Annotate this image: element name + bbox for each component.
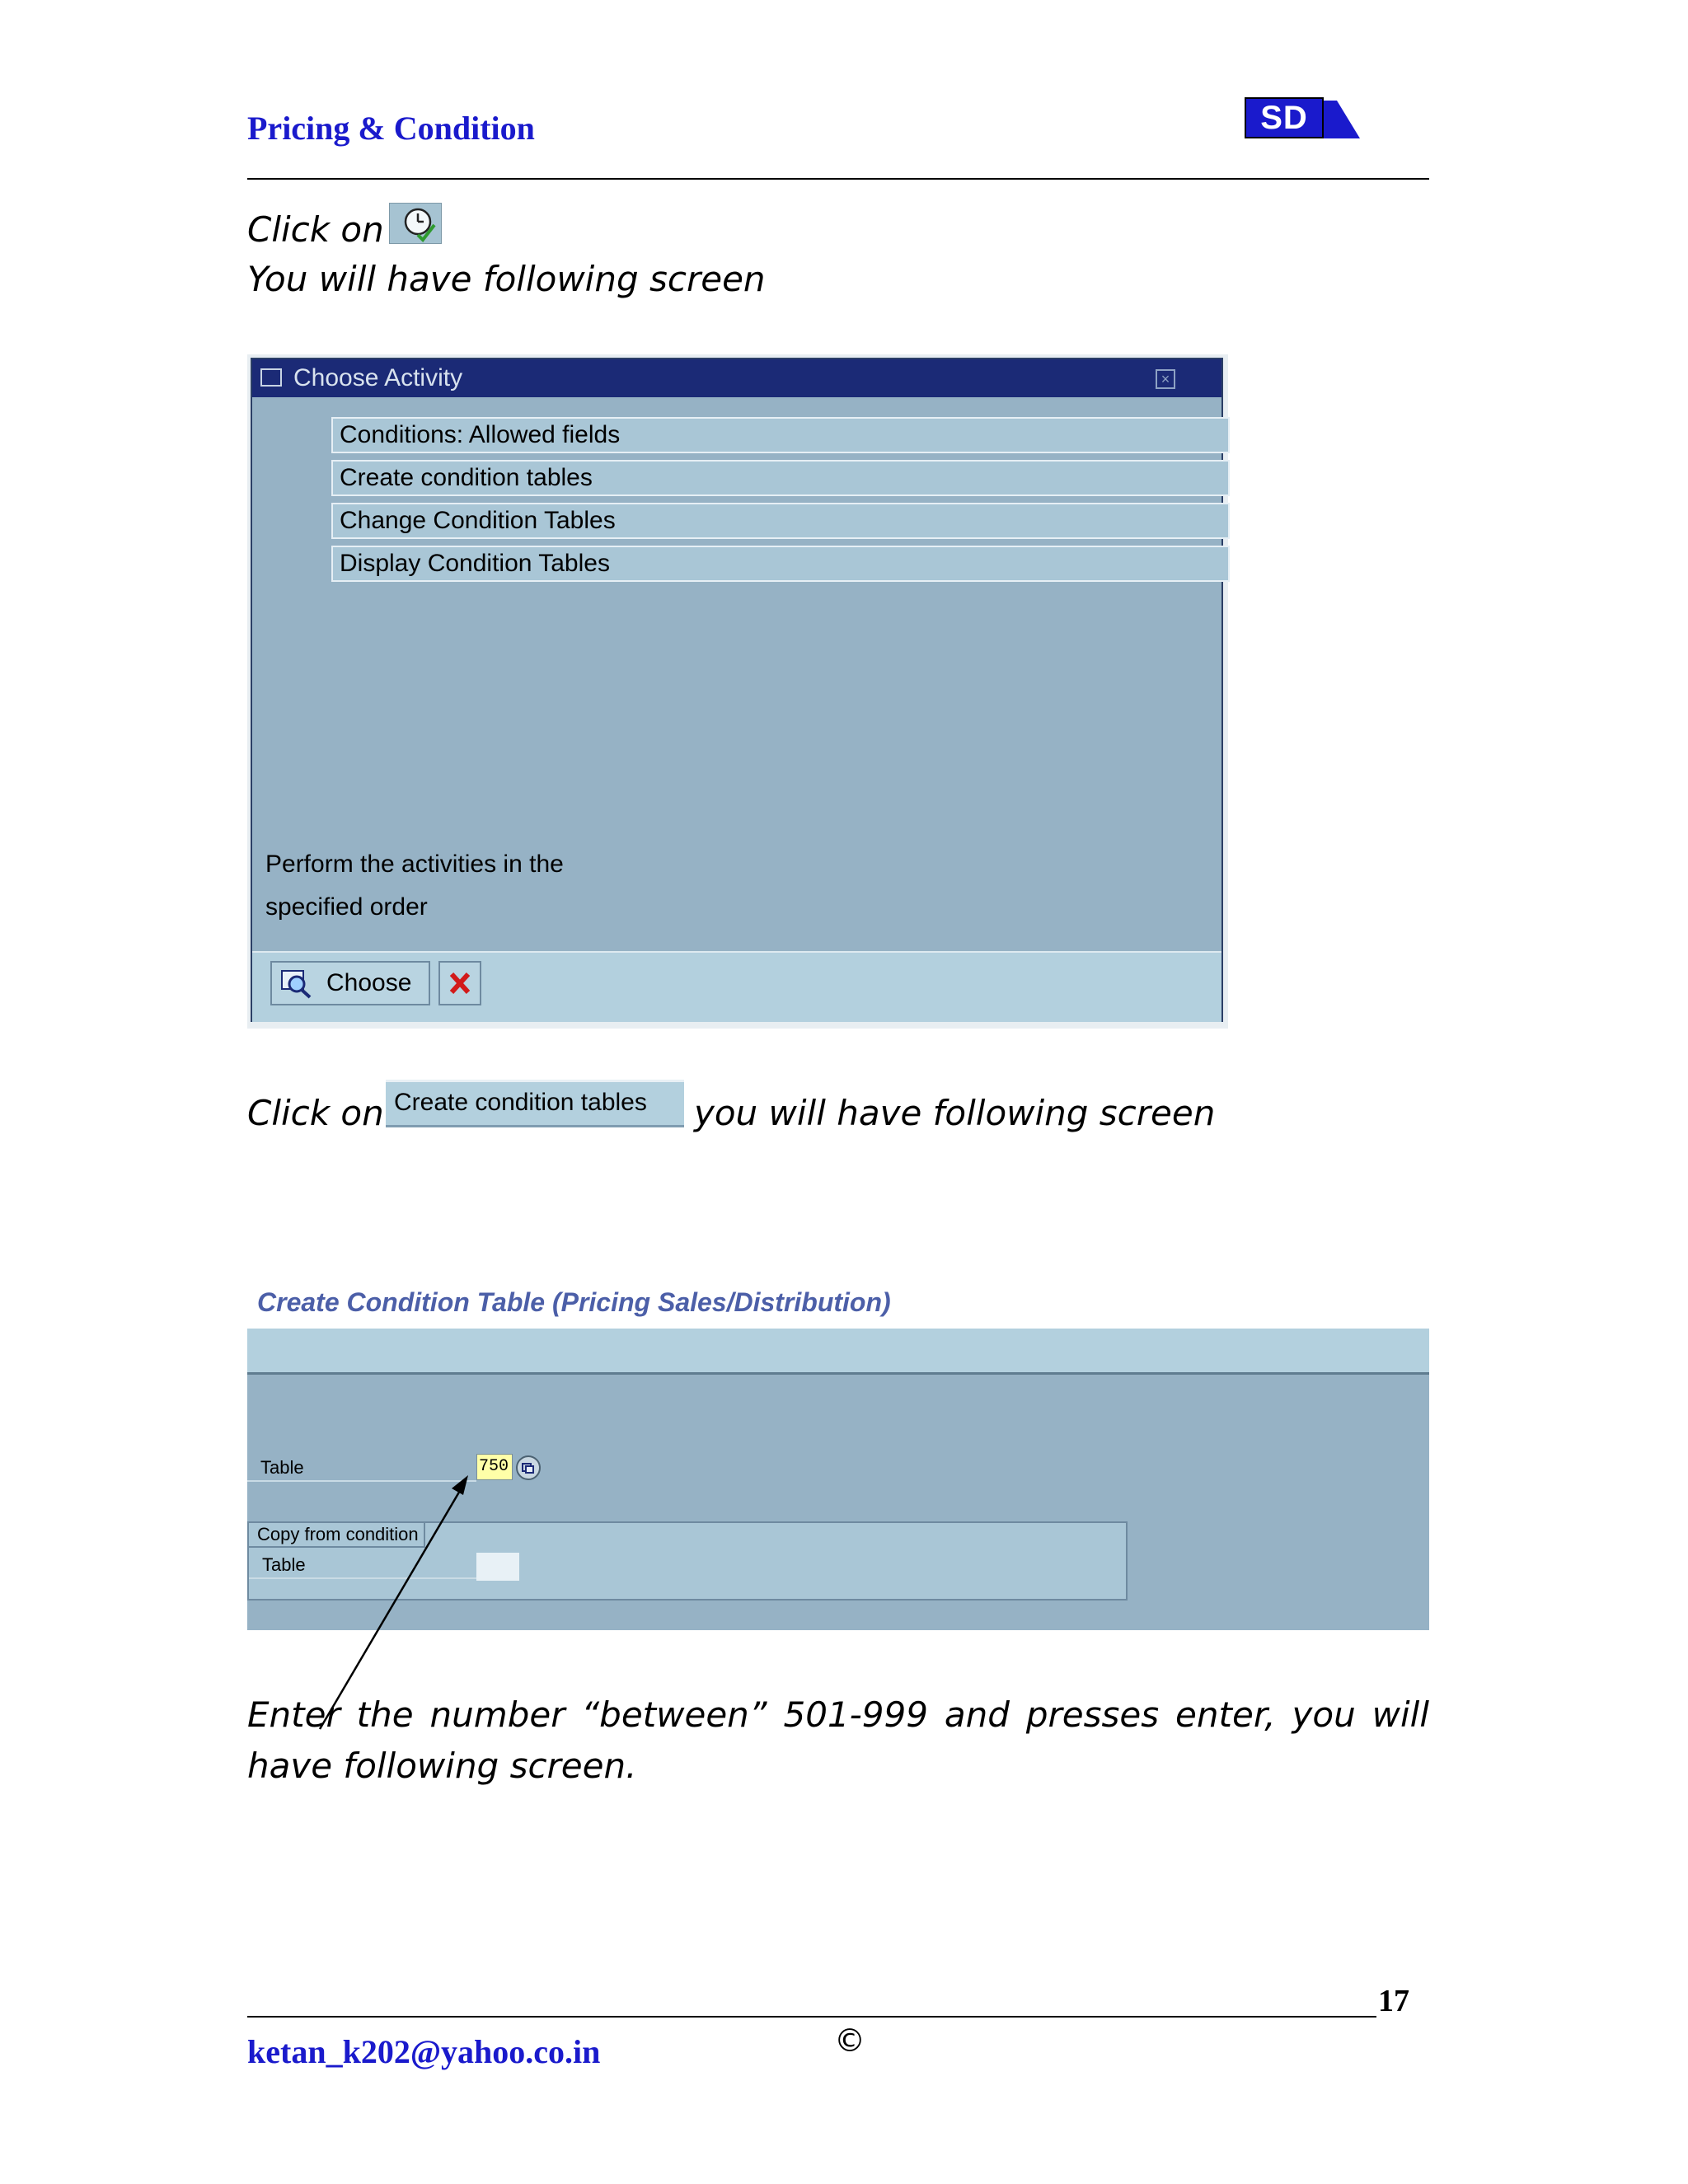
activity-item-create-tables[interactable]: Create condition tables	[331, 460, 1230, 496]
instruction-enter-number: Enter the number “between” 501-999 and presses enter, you will have following screen.	[247, 1694, 1429, 1786]
choose-magnifier-icon	[280, 969, 313, 999]
activity-item-allowed-fields[interactable]: Conditions: Allowed fields	[331, 417, 1230, 453]
create-condition-tables-button: Create condition tables	[386, 1080, 684, 1127]
sd-logo	[1245, 97, 1360, 142]
dialog-note-line2: specified order	[265, 893, 428, 921]
copy-table-field-label: Table	[249, 1554, 478, 1579]
clock-check-icon	[389, 203, 442, 244]
header-rule	[247, 178, 1429, 180]
close-icon[interactable]: ×	[1156, 369, 1175, 389]
dialog-titlebar	[252, 359, 1221, 397]
dialog-body	[251, 358, 1223, 1022]
choose-button[interactable]	[270, 961, 430, 1005]
instruction-following-screen: You will have following screen	[247, 259, 766, 299]
footer-rule	[247, 2016, 1376, 2018]
sd-logo-triangle-icon	[1324, 97, 1365, 140]
f4-help-icon[interactable]	[516, 1455, 541, 1480]
activity-item-display-tables[interactable]: Display Condition Tables	[331, 546, 1230, 582]
copy-group-title: Copy from condition	[249, 1523, 425, 1548]
page-number: 17	[1378, 1984, 1409, 2018]
condition-table-toolbar	[247, 1329, 1429, 1375]
sd-logo-text: SD	[1245, 97, 1324, 138]
activity-item-change-tables[interactable]: Change Condition Tables	[331, 503, 1230, 539]
page-header-title: Pricing & Condition	[247, 110, 535, 147]
instruction-after-button: you will have following screen	[694, 1093, 1216, 1133]
cancel-x-icon	[440, 963, 480, 1004]
condition-table-screen-title: Create Condition Table (Pricing Sales/Distribution)	[257, 1287, 891, 1317]
copyright-symbol: ©	[834, 2022, 865, 2059]
dialog-title: Choose Activity	[293, 364, 463, 391]
dialog-footer	[252, 951, 1221, 1022]
dialog-window-icon	[260, 368, 282, 387]
footer-email: ketan_k202@yahoo.co.in	[247, 2033, 601, 2070]
dialog-note-line1: Perform the activities in the	[265, 851, 564, 878]
choose-button-label: Choose	[326, 969, 412, 996]
choose-activity-dialog	[247, 354, 1228, 1029]
instruction-click-on-2: Click on	[247, 1093, 384, 1133]
table-input[interactable]: 750	[476, 1454, 513, 1480]
table-field-label: Table	[247, 1457, 476, 1482]
instruction-click-on: Click on	[247, 209, 384, 250]
cancel-button[interactable]	[438, 961, 481, 1005]
copy-table-input[interactable]	[476, 1553, 519, 1581]
